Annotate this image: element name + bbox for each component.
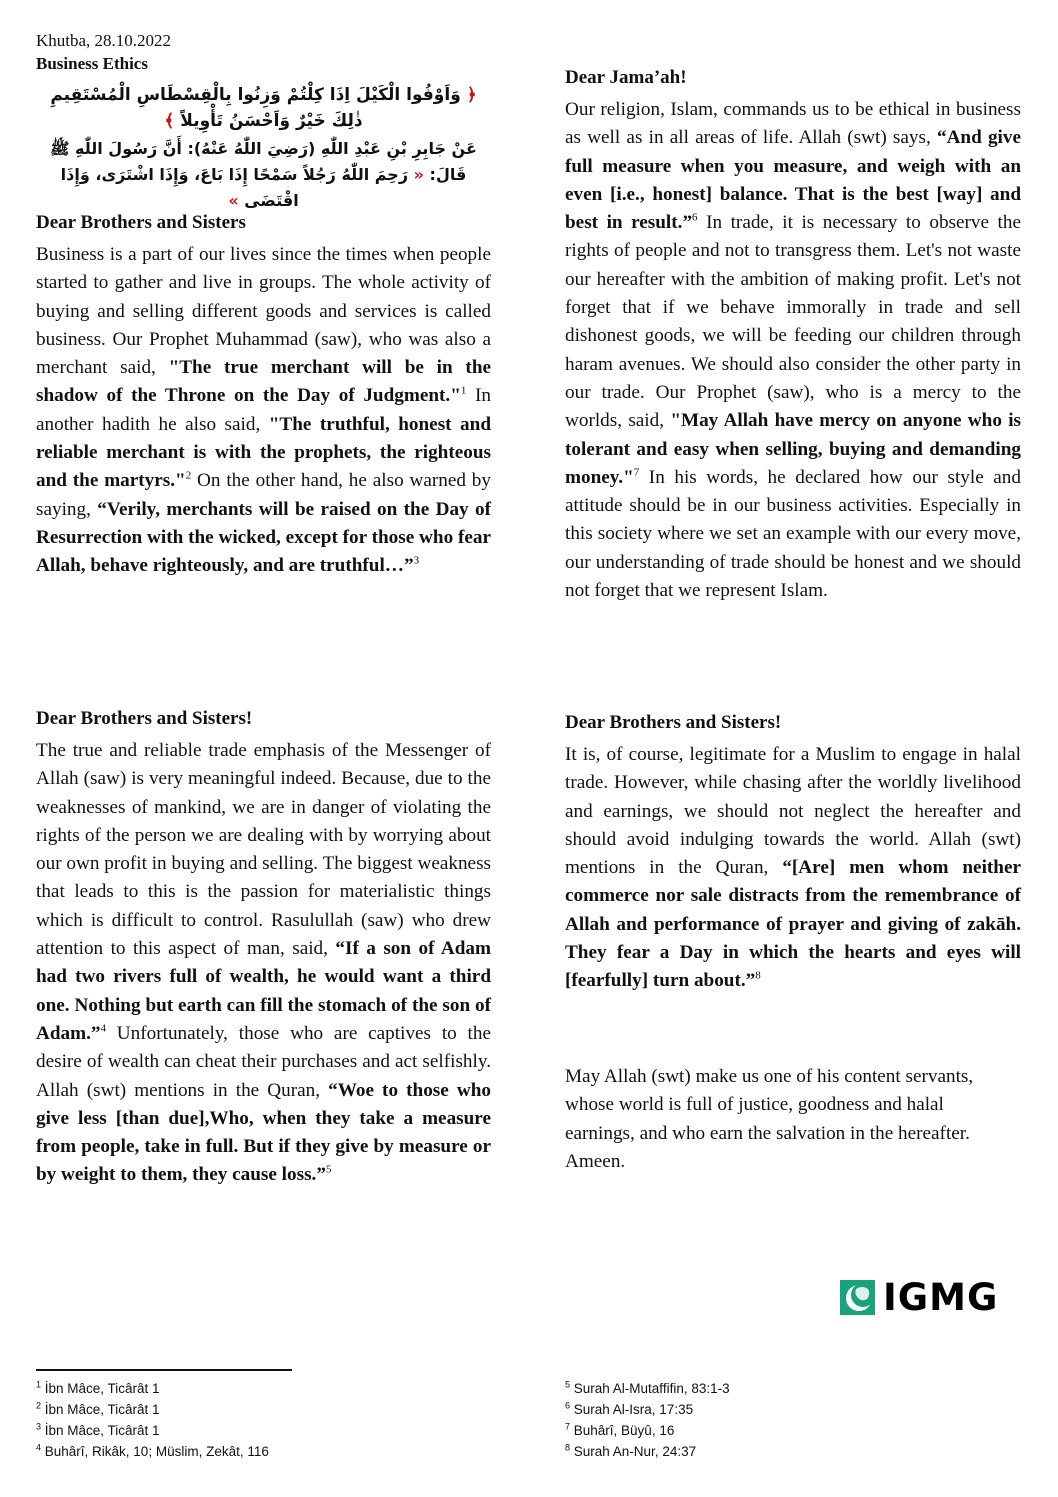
hadith-prefix: قَالَ: [429,165,467,184]
text-run: It is, of course, legitimate for a Muslim to engage in halal trade. However, while chasing after the worldly livelihood and earnings, we should not neglect the hereafter and should avoid indulging towards the world. Allah (swt) mentions in the Quran, [565,744,1021,879]
hadith-quote: "The truthful, honest and reliable merchant is with the prophets, the righteous and the martyrs." [36,413,491,492]
footnote-text: İbn Mâce, Ticârât 1 [41,1423,160,1438]
closing-prayer: May Allah (swt) make us one of his content servants, whose world is full of justice, goodness and halal earnings, and who earn the salvation in the hereafter. Ameen. [565,1066,974,1172]
hadith-quote: "The true merchant will be in the shadow of the Throne on the Day of Judgment." [36,357,492,407]
hadith-text: رَحِمَ اللّٰهُ رَجُلاً سَمْحًا إِذَا بَاعَ، وَإِذَا اشْتَرَى، وَإِذَا اقْتَضَى [60,165,409,210]
footnote-number: 5 [565,1379,571,1390]
section-heading: Dear Brothers and Sisters [36,212,246,233]
hadith-quote: "May Allah have mercy on anyone who is tolerant and easy when selling, buying and demanding money." [565,410,1022,488]
footnote-number: 4 [36,1442,42,1453]
footnote-divider [36,1369,292,1371]
verse-open-bracket: ﴿ [466,85,477,105]
footnote-item [565,1441,730,1462]
text-run: The true and reliable trade emphasis of the Messenger of Allah (saw) is very meaningful indeed. Because, due to the weaknesses of mankind, we are in danger of violating the rights of the person we are dealing with by worrying about our own profit in buying and selling. The biggest weakness that leads to this is the passion for materialistic things which is difficult to control. Rasulullah (saw) who drew attention to this aspect of man, said, [36,740,491,960]
logo-wordmark: IGMG [883,1275,999,1319]
footnote-item [565,1399,730,1420]
verse-close-bracket: ﴾ [164,111,175,131]
footnote-text: Buhârî, Büyû, 16 [570,1423,675,1438]
text-run: Unfortunately, those who are captives to the desire of wealth can cheat their purchases and act selfishly. Allah (swt) mentions in the Quran, [36,1022,491,1101]
hadith-close-quote: » [228,191,239,210]
footnote-ref: 6 [692,211,698,224]
footnote-ref: 5 [325,1164,332,1177]
footnote-ref: 4 [100,1022,106,1035]
footnote-text: Surah Al-Isra, 17:35 [570,1402,694,1417]
footnote-item [36,1399,269,1420]
text-run: Our religion, Islam, commands us to be ethical in business as well as in all areas of life. Allah (swt) says, [565,99,1021,149]
verse-text: وَاَوْفُوا الْكَيْلَ اِذَا كِلْتُمْ وَزِنُوا بِالْقِسْطَاسِ الْمُسْتَقِيمِ ذٰلِكَ خَيْرٌ وَاَحْسَنُ تَأْوِيلاً [50,85,461,131]
quran-quote: “And give full measure when you measure, and weigh with an even [i.e., honest] balance. That is the best [way] and best in result.” [565,127,1022,234]
text-run: On the other hand, he also warned by saying, [36,470,491,520]
right-section-2 [565,712,1021,996]
footnote-ref: 7 [633,466,640,479]
footnote-ref: 8 [755,969,761,982]
footnote-text: Surah An-Nur, 24:37 [570,1444,697,1459]
section-heading: Dear Jama’ah! [565,67,687,88]
footnote-ref: 1 [460,385,467,398]
section-heading: Dear Brothers and Sisters! [565,712,782,733]
footnote-number: 1 [36,1379,42,1390]
text-run: In his words, he declared how our style and attitude should be in our business activities. Especially in this society where we set an example with our every move, our understanding of trade should be honest and we should not forget that we represent Islam. [565,466,1021,602]
document-title: Business Ethics [36,54,148,73]
footnote-number: 6 [565,1400,571,1411]
footnote-number: 7 [565,1421,571,1432]
text-run: In trade, it is necessary to observe the rights of people and not to transgress them. Let's not waste our hereafter with the ambition of making profit. Let's not forget that if we behave immorally in trade and sell dishonest goods, we will be feeding our children through haram avenues. We should also consider the other party in our trade. Our Prophet (saw), who is a mercy to the worlds, said, [565,212,1021,432]
footnote-text: İbn Mâce, Ticârât 1 [41,1381,160,1396]
arabic-verse [36,82,491,134]
hadith-quote: “If a son of Adam had two rivers full of wealth, he would want a third one. Nothing but earth can fill the stomach of the son of Adam.” [36,938,491,1044]
hadith-text-line [36,162,491,214]
footnote-item [36,1441,269,1462]
footnotes-right [565,1378,730,1462]
section-paragraph [36,241,491,581]
footnote-item [36,1420,269,1441]
footnote-item [565,1420,730,1441]
hadith-quote: “Verily, merchants will be raised on the Day of Resurrection with the wicked, except for those who fear Allah, behave righteously, and are truthful…” [36,498,491,577]
crescent-globe-icon [840,1280,875,1315]
footnote-ref: 3 [413,554,420,567]
section-paragraph [565,741,1021,996]
footnote-number: 8 [565,1442,571,1453]
section-heading: Dear Brothers and Sisters! [36,708,253,729]
hadith-narrator-line: عَنْ جَابِرِ بْنِ عَبْدِ اللّٰهِ (رَضِيَ اللّٰهُ عَنْهُ): أَنَّ رَسُولَ اللّٰهِ ﷺ [50,139,477,158]
footnote-text: Surah Al-Mutaffifin, 83:1-3 [570,1381,730,1396]
document-date: Khutba, 28.10.2022 [36,31,172,50]
footnote-number: 2 [36,1400,42,1411]
arabic-hadith [36,136,491,214]
footnotes-left [36,1378,269,1462]
right-section-1 [565,67,1021,605]
footnote-text: Buhârî, Rikâk, 10; Müslim, Zekât, 116 [41,1444,269,1459]
footnote-text: İbn Mâce, Ticârât 1 [41,1402,160,1417]
text-run: Business is a part of our lives since the times when people started to gather and live in groups. The whole activity of buying and selling different goods and services is called business. Our Prophet Muhammad (saw), who was also a merchant said, [36,244,491,379]
left-section-2 [36,708,491,1190]
footnote-item [565,1378,730,1399]
quran-quote: “[Are] men whom neither commerce nor sale distracts from the remembrance of Allah and performance of prayer and giving of zakāh. They fear a Day in which the hearts and eyes will [fearfully] turn about.” [565,857,1021,992]
section-paragraph [565,96,1021,605]
hadith-open-quote: « [413,165,424,184]
igmg-logo [840,1277,1022,1317]
section-paragraph [36,737,491,1190]
quran-quote: “Woe to those who give less [than due],Who, when they take a measure from people, take in full. But if they give by measure or by weight to them, they cause loss.” [36,1079,491,1186]
footnote-item [36,1378,269,1399]
text-run: In another hadith he also said, [36,385,491,435]
footnote-ref: 2 [185,469,192,482]
left-section-1 [36,212,491,581]
footnote-number: 3 [36,1421,42,1432]
